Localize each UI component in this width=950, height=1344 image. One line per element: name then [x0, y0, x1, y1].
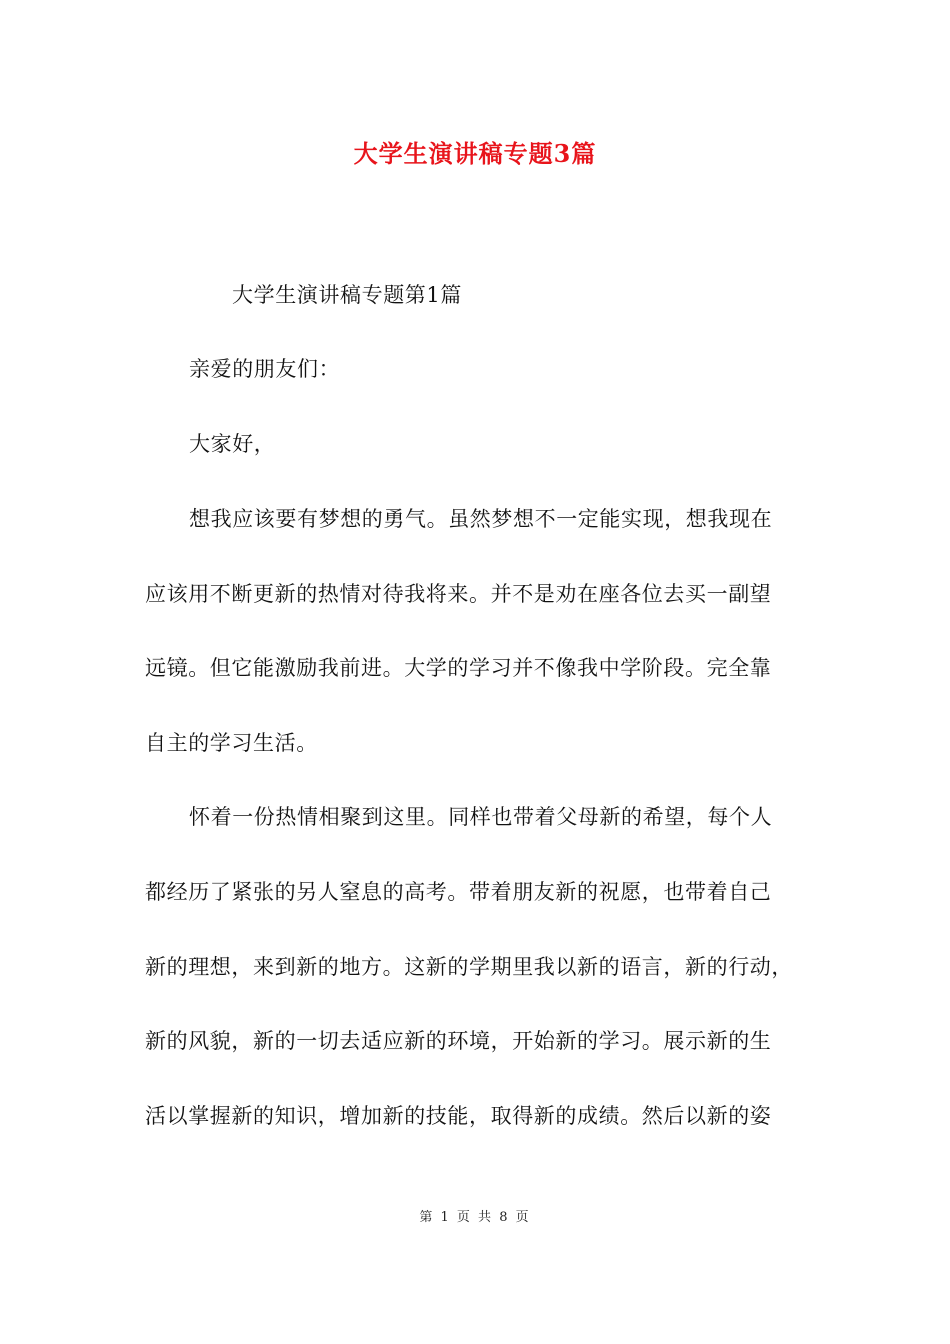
- greeting: 大家好，: [189, 432, 276, 456]
- paragraph-line: 远镜。但它能激励我前进。大学的学习并不像我中学阶段。完全靠: [145, 656, 772, 680]
- paragraph-line: 自主的学习生活。: [145, 731, 318, 755]
- paragraph-line: 活以掌握新的知识，增加新的技能，取得新的成绩。然后以新的姿: [145, 1104, 772, 1128]
- paragraph-line: 新的风貌，新的一切去适应新的环境，开始新的学习。展示新的生: [145, 1029, 772, 1053]
- document-title: 大学生演讲稿专题3篇: [353, 139, 597, 168]
- page-number: 第 1 页 共 8 页: [419, 1210, 531, 1225]
- paragraph-line: 想我应该要有梦想的勇气。虽然梦想不一定能实现，想我现在: [189, 507, 773, 531]
- section-heading: 大学生演讲稿专题第1篇: [232, 283, 462, 307]
- paragraph-line: 都经历了紧张的另人窒息的高考。带着朋友新的祝愿，也带着自己: [145, 880, 772, 904]
- salutation: 亲爱的朋友们：: [189, 357, 341, 381]
- paragraph-line: 新的理想，来到新的地方。这新的学期里我以新的语言，新的行动，: [145, 955, 793, 979]
- paragraph-line: 怀着一份热情相聚到这里。同样也带着父母新的希望，每个人: [189, 805, 773, 829]
- paragraph-line: 应该用不断更新的热情对待我将来。并不是劝在座各位去买一副望: [145, 582, 772, 606]
